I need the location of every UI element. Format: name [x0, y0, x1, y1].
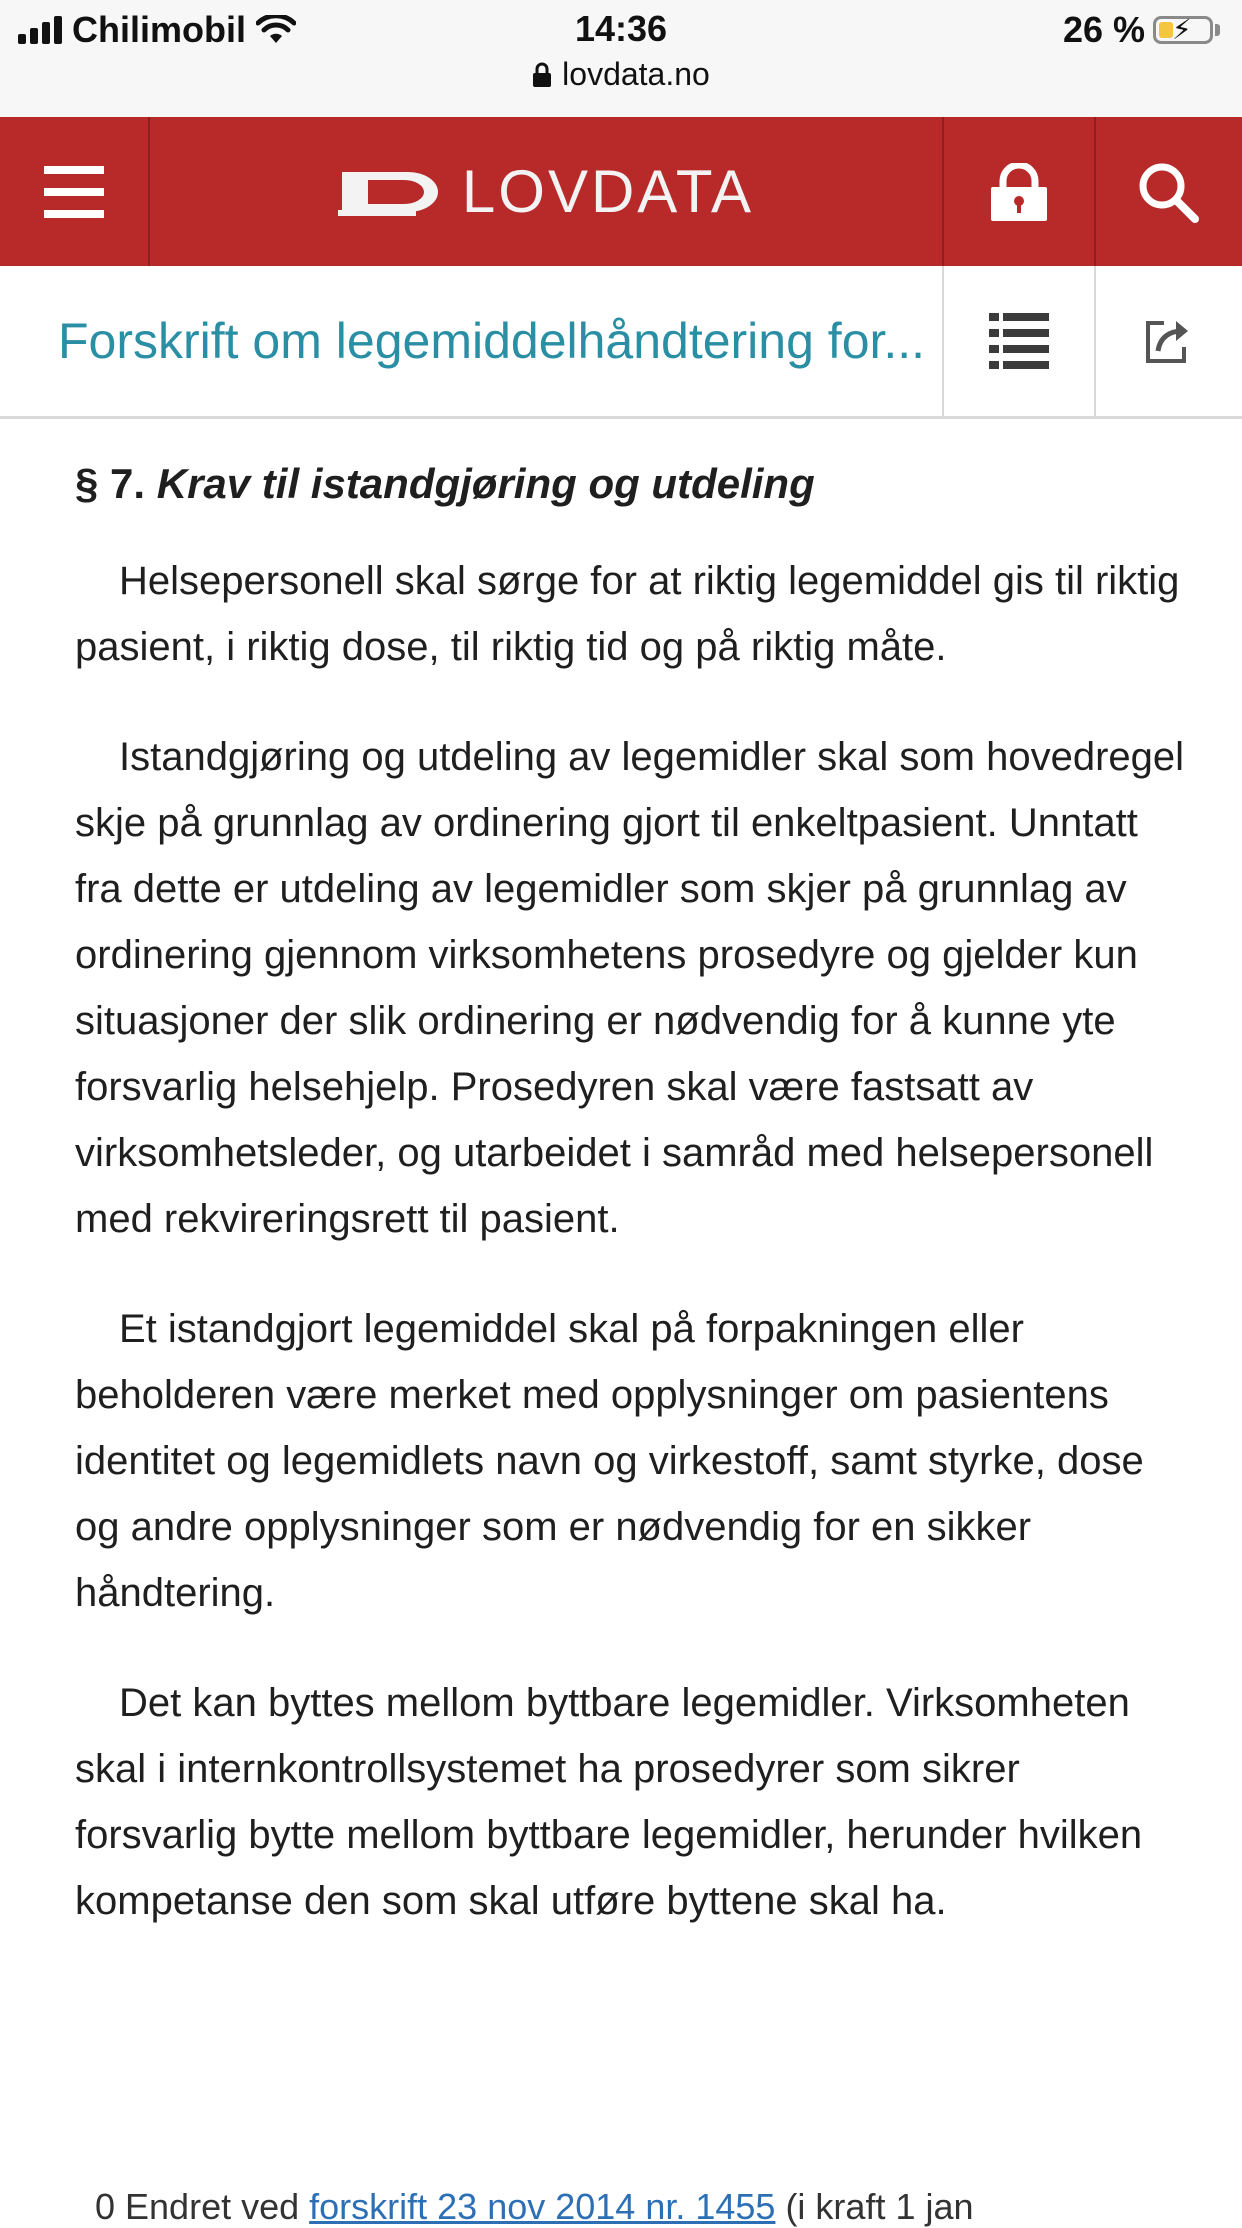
amendment-link[interactable]: forskrift 23 nov 2014 nr. 1455 — [309, 2186, 776, 2227]
address-bar[interactable] — [0, 56, 1242, 93]
share-button[interactable] — [1094, 266, 1242, 416]
battery-percent: 26 % — [1062, 9, 1145, 50]
search-button[interactable] — [1094, 117, 1242, 266]
section-number: § 7. — [75, 460, 146, 507]
paragraph: Istandgjøring og utdeling av legemidler skal som hovedregel skje på grunnlag av ordinering gjort til enkeltpasient. Unntatt fra dette er utdeling av legemidler som skjer på grunnlag av ordinering gjennom virksomhetens prosedyre og gjelder kun situasjoner der slik ordinering er nødvendig for å kunne yte forsvarlig helsehjelp. Prosedyren skal være fastsatt av virksomhetsleder, og utarbeidet i samråd med helsepersonell med rekvireringsrett til pasient. — [75, 735, 1185, 1241]
carrier-name: Chilimobil — [72, 9, 246, 50]
table-of-contents-icon — [989, 313, 1049, 369]
amendment-suffix: (i kraft 1 jan — [775, 2186, 974, 2227]
share-icon — [1144, 317, 1192, 365]
amendment-note — [95, 2186, 974, 2228]
menu-button[interactable] — [0, 117, 150, 266]
clock: 14:36 — [574, 8, 668, 49]
table-of-contents-button[interactable] — [942, 266, 1096, 416]
lovdata-logo[interactable] — [150, 117, 942, 266]
document-title-bar — [0, 266, 1242, 419]
site-header — [0, 117, 1242, 266]
login-button[interactable] — [942, 117, 1096, 266]
padlock-icon — [532, 62, 552, 88]
amendment-prefix: 0 Endret ved — [95, 2186, 310, 2227]
section-title: Krav til istandgjøring og utdeling — [156, 460, 815, 507]
url-text: lovdata.no — [562, 56, 710, 92]
search-icon — [1137, 161, 1199, 223]
lock-icon — [989, 163, 1049, 221]
battery-tip — [1215, 24, 1220, 36]
document-body — [75, 460, 1185, 1978]
paragraph: Et istandgjort legemiddel skal på forpakningen eller beholderen være merket med opplysninger om pasientens identitet og legemidlets navn og virkestoff, samt styrke, dose og andre opplysninger som er nødvendig for en sikker håndtering. — [75, 1307, 1144, 1615]
section-heading — [75, 460, 1185, 508]
paragraph: Det kan byttes mellom byttbare legemidler. Virksomheten skal i internkontrollsystemet ha prosedyrer som sikrer forsvarlig bytte mellom byttbare legemidler, herunder hvilken kompetanse den som skal utføre byttene skal ha. — [75, 1681, 1143, 1923]
paragraph: Helsepersonell skal sørge for at riktig legemiddel gis til riktig pasient, i riktig dose, til riktig tid og på riktig måte. — [75, 559, 1180, 669]
logo-mark-icon — [338, 166, 448, 218]
menu-icon — [44, 166, 104, 218]
document-title[interactable]: Forskrift om legemiddelhåndtering for... — [58, 313, 926, 369]
status-bar — [0, 0, 1242, 117]
status-right — [1063, 8, 1220, 52]
logo-text: LOVDATA — [461, 158, 755, 225]
battery-icon: ⚡ — [1153, 16, 1213, 44]
